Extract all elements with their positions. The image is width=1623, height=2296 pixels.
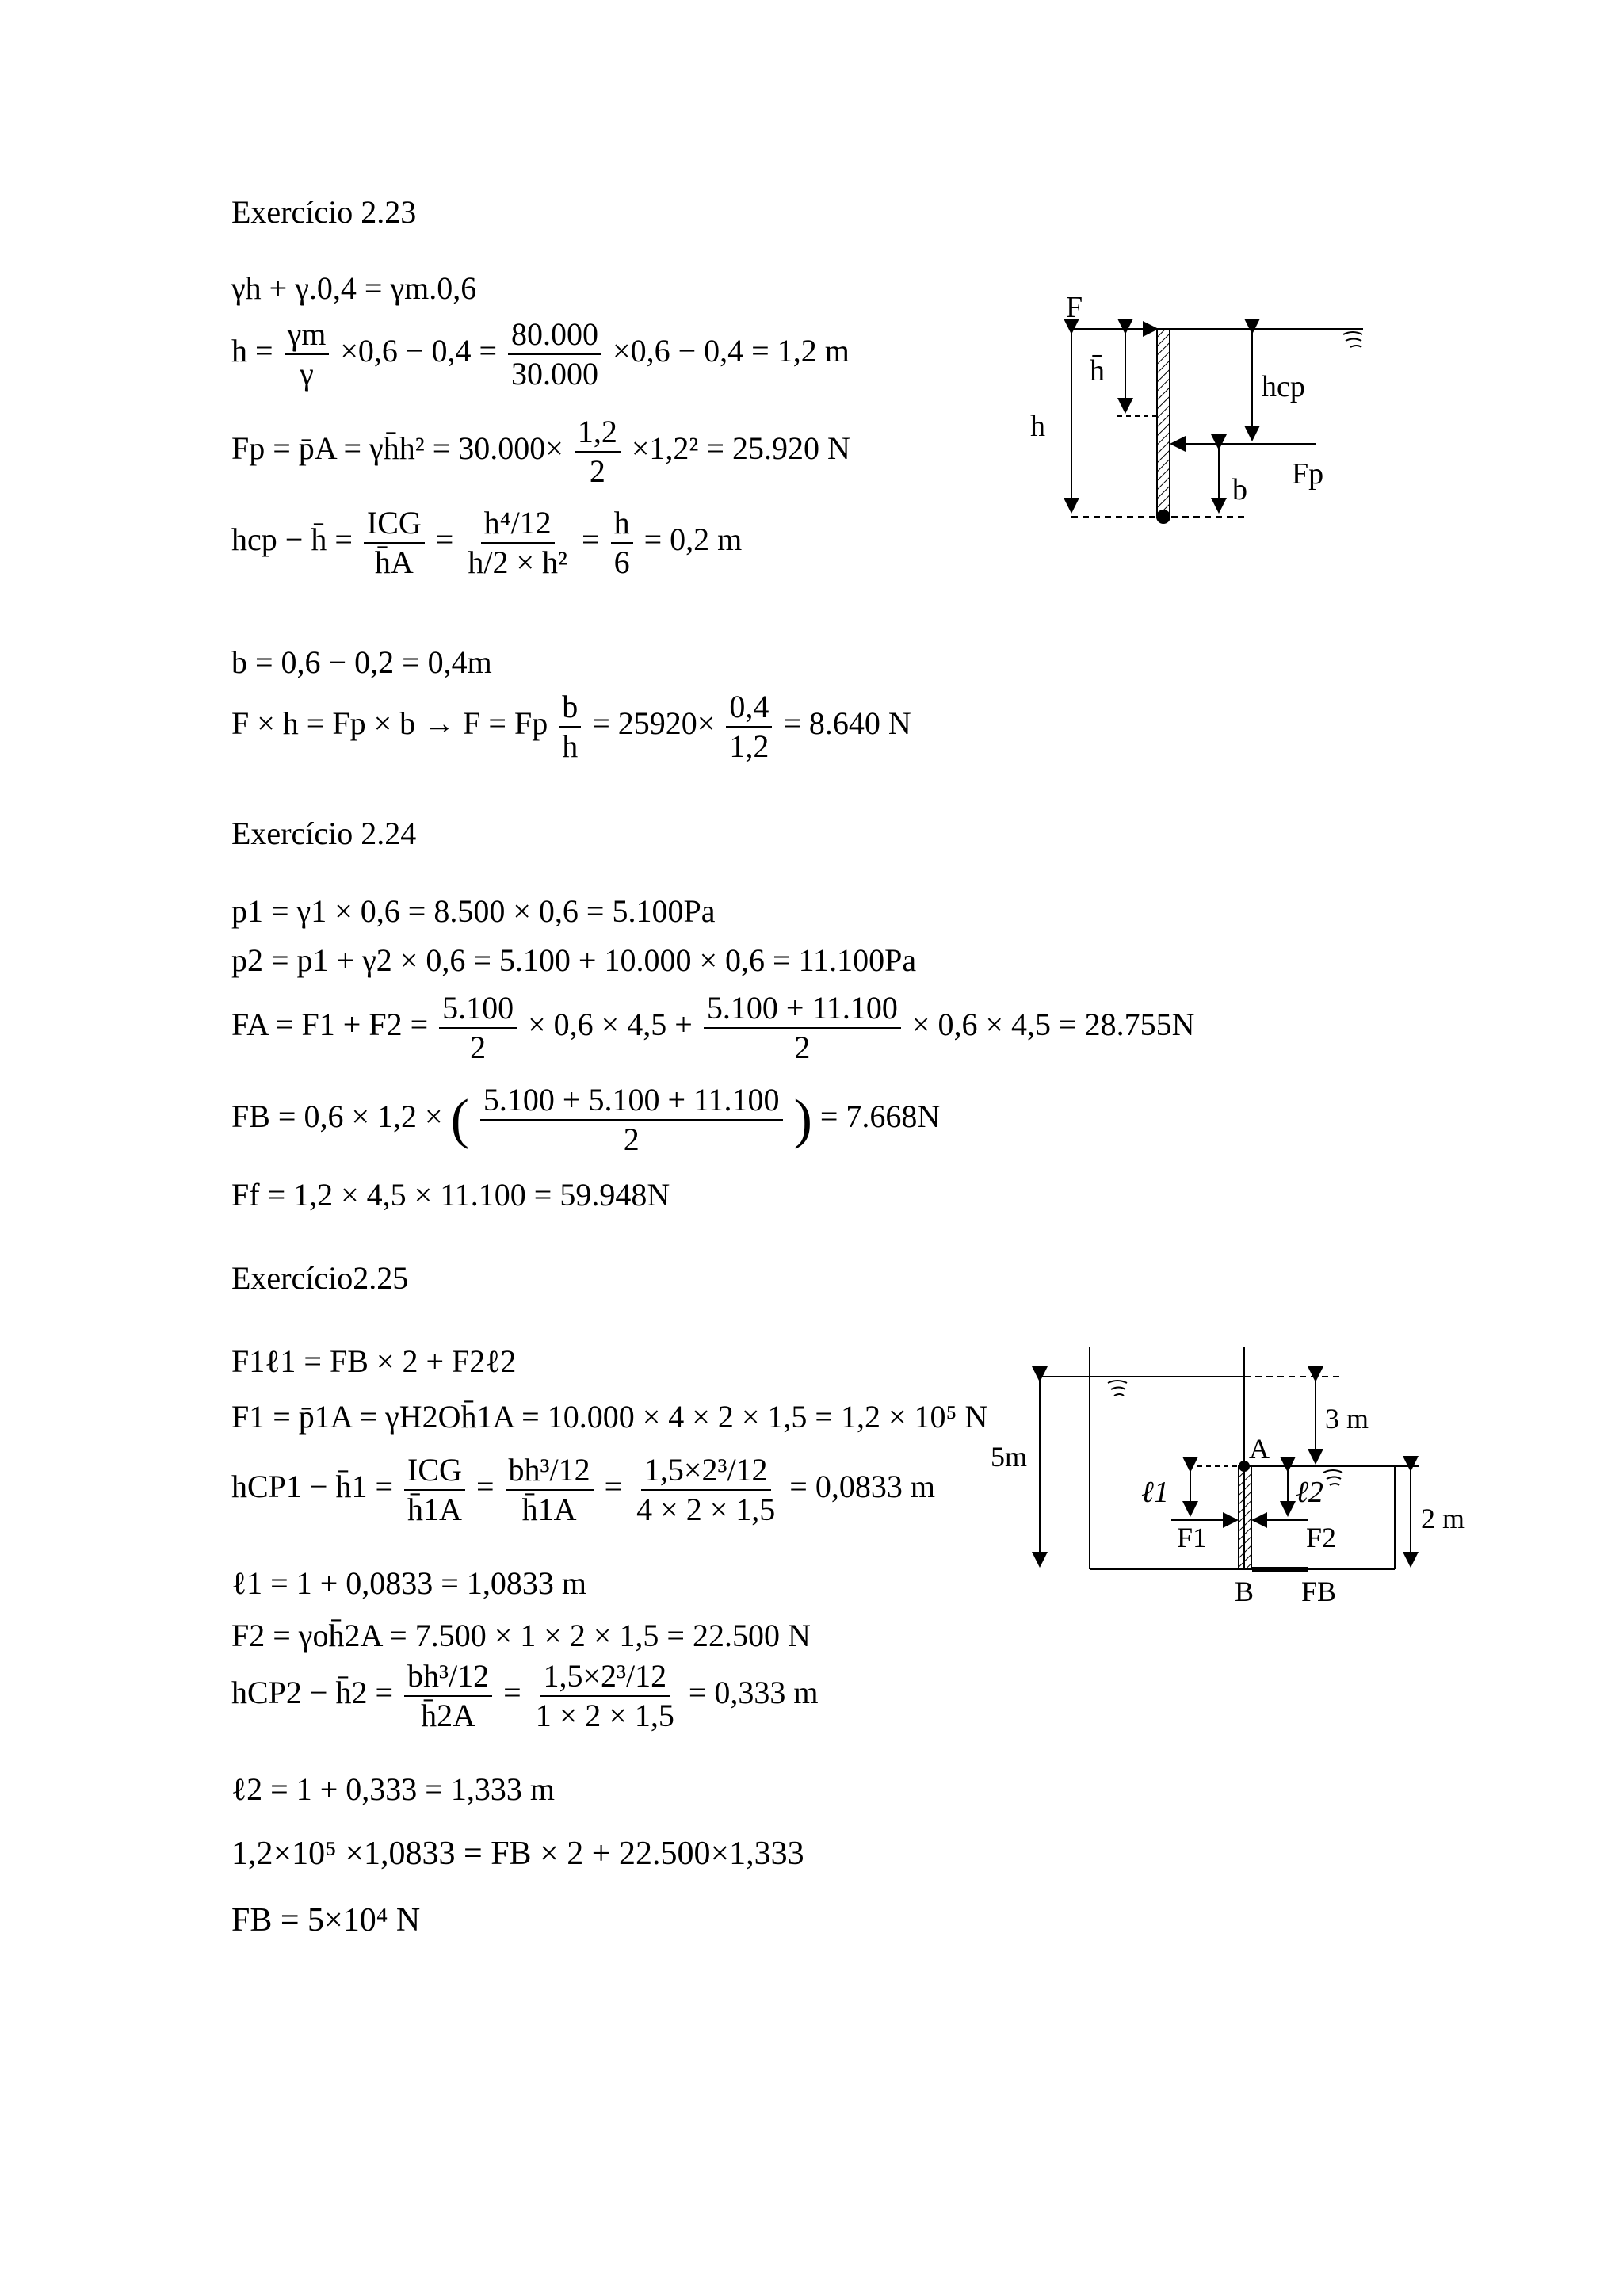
fa-result: × 0,6 × 4,5 = 28.755N bbox=[911, 1007, 1195, 1043]
f-mid: = 25920× bbox=[592, 705, 716, 742]
label-2m: 2 m bbox=[1421, 1503, 1465, 1534]
fp-num: 1,2 bbox=[575, 416, 621, 453]
fa-left: FA = F1 + F2 = bbox=[231, 1007, 429, 1043]
fa-den-1: 2 bbox=[470, 1030, 487, 1065]
f-den-12: 1,2 bbox=[729, 728, 769, 764]
hcp-num-icg: ICG bbox=[364, 507, 425, 544]
f-left: F × h = Fp × b → F = Fp bbox=[231, 705, 548, 742]
hcp2-num-2: 1,5×2³/12 bbox=[540, 1660, 670, 1697]
ex23-equation-f bbox=[231, 691, 911, 762]
label-hcp: hcp bbox=[1262, 370, 1305, 403]
label-B: B bbox=[1235, 1576, 1254, 1607]
ex25-equation-balance: 1,2×10⁵ ×1,0833 = FB × 2 + 22.500×1,333 bbox=[231, 1836, 804, 1872]
label-F: F bbox=[1066, 293, 1083, 324]
f-result: = 8.640 N bbox=[783, 705, 911, 742]
ex24-equation-fb: FB = 0,6 × 1,2 × ( $\frac{5.100 + 5.100 + 11.100}{2}$ ) = 7.668N bbox=[231, 1082, 941, 1157]
h-num-value: 80.000 bbox=[508, 319, 601, 355]
hcp-den-6: 6 bbox=[613, 544, 630, 580]
hcp1-left: hCP1 − h̄1 = bbox=[231, 1469, 394, 1505]
ex25-result: FB = 5×10⁴ N bbox=[231, 1902, 421, 1939]
water-symbol-icon bbox=[1343, 332, 1362, 347]
h-den-gamma: γ bbox=[300, 356, 314, 392]
hcp2-num-1: bh³/12 bbox=[404, 1660, 492, 1697]
ex24-equation-p1: p1 = γ1 × 0,6 = 8.500 × 0,6 = 5.100Pa bbox=[231, 893, 716, 929]
fa-num-2: 5.100 + 11.100 bbox=[704, 992, 901, 1029]
f-den-h: h bbox=[562, 728, 579, 764]
ex23-equation-hcp: hcp − h̄ = $\frac{\text{ICG}}{h̄A}$ = $\frac{\text{h⁴/12}}{\text{h/2 × h²}}$ = $\frac{h}{6}$ = 0,2 m bbox=[231, 505, 743, 580]
label-F1: F1 bbox=[1177, 1522, 1208, 1553]
label-FB: FB bbox=[1301, 1576, 1337, 1607]
ex25-equation-l1: ℓ1 = 1 + 0,0833 = 1,0833 m bbox=[231, 1565, 586, 1601]
figure-2-25 bbox=[991, 1339, 1466, 1625]
fa-num-1: 5.100 bbox=[439, 992, 517, 1029]
hcp2-left: hCP2 − h̄2 = bbox=[231, 1675, 394, 1711]
label-F2: F2 bbox=[1306, 1522, 1337, 1553]
hcp2-den-2: 1 × 2 × 1,5 bbox=[535, 1698, 674, 1733]
water-symbol-left-icon bbox=[1108, 1381, 1127, 1396]
hcp-num-h: h bbox=[611, 507, 633, 544]
ex25-equation-hcp1: hCP1 − h̄1 = $\frac{\text{ICG}}{h̄1A}$ = $\frac{\text{bh³/12}}{h̄1A}$ = $\frac{\text{1,5×2³/12}}{4 \times 2 \times 1,5}$ = 0,0833 m bbox=[231, 1452, 935, 1527]
ex24-equation-ff: Ff = 1,2 × 4,5 × 11.100 = 59.948N bbox=[231, 1177, 670, 1213]
ex25-equation-f2: F2 = γoh̄2A = 7.500 × 1 × 2 × 1,5 = 22.500 N bbox=[231, 1618, 811, 1653]
f-num-b: b bbox=[559, 691, 581, 728]
h-num-gamma-m: γm bbox=[285, 319, 330, 355]
label-b: b bbox=[1232, 473, 1247, 506]
label-Fp: Fp bbox=[1292, 457, 1324, 491]
ex24-equation-fa bbox=[231, 992, 1194, 1064]
fa-den-2: 2 bbox=[794, 1030, 811, 1065]
ex25-equation-l2: ℓ2 = 1 + 0,333 = 1,333 m bbox=[231, 1771, 555, 1807]
fp-result: ×1,2² = 25.920 N bbox=[631, 430, 850, 467]
hcp1-num-3: 1,5×2³/12 bbox=[641, 1454, 771, 1491]
hcp2-result: = 0,333 m bbox=[688, 1675, 819, 1711]
ex25-equation-hcp2: hCP2 − h̄2 = $\frac{\text{bh³/12}}{h̄2A}$ = $\frac{\text{1,5×2³/12}}{1 \times 2 \times 1,5}$ = 0,333 m bbox=[231, 1658, 819, 1733]
h-result: ×0,6 − 0,4 = 1,2 m bbox=[613, 333, 850, 369]
hcp-result: = 0,2 m bbox=[643, 521, 743, 558]
hcp-den-h2: h/2 × h² bbox=[468, 544, 567, 580]
label-3m: 3 m bbox=[1325, 1403, 1369, 1435]
hcp1-den-1: h̄1A bbox=[407, 1492, 462, 1527]
ex24-equation-p2: p2 = p1 + γ2 × 0,6 = 5.100 + 10.000 × 0,6 = 11.100Pa bbox=[231, 942, 917, 978]
hcp1-den-2: h̄1A bbox=[521, 1492, 577, 1527]
hcp1-result: = 0,0833 m bbox=[789, 1469, 935, 1505]
label-hbar: h̄ bbox=[1090, 354, 1105, 388]
exercise-2-23-title: Exercício 2.23 bbox=[231, 194, 417, 230]
hcp-num-h4: h⁴/12 bbox=[481, 507, 555, 544]
hcp1-num-2: bh³/12 bbox=[506, 1454, 594, 1491]
exercise-2-24-title: Exercício 2.24 bbox=[231, 816, 417, 851]
figure-2-23 bbox=[1030, 293, 1395, 531]
hcp1-num-1: ICG bbox=[404, 1454, 465, 1491]
ex25-equation-moments: F1ℓ1 = FB × 2 + F2ℓ2 bbox=[231, 1343, 517, 1379]
fb-num: 5.100 + 5.100 + 11.100 bbox=[480, 1084, 783, 1121]
fp-den: 2 bbox=[589, 453, 605, 489]
label-l1: ℓ1 bbox=[1141, 1476, 1169, 1509]
h-den-value: 30.000 bbox=[511, 356, 599, 392]
water-symbol-right-icon bbox=[1323, 1470, 1342, 1485]
hcp-left: hcp − h̄ = bbox=[231, 521, 353, 558]
plate bbox=[1157, 329, 1170, 515]
fa-mid: × 0,6 × 4,5 + bbox=[528, 1007, 693, 1043]
label-5m: 5m bbox=[991, 1441, 1028, 1473]
hcp1-den-3: 4 × 2 × 1,5 bbox=[636, 1492, 776, 1527]
hcp2-den-1: h̄2A bbox=[421, 1698, 476, 1733]
fb-den: 2 bbox=[623, 1121, 640, 1157]
gate bbox=[1239, 1466, 1251, 1569]
ex23-equation-1: γh + γ.0,4 = γm.0,6 bbox=[231, 270, 477, 306]
exercise-2-25-title: Exercício2.25 bbox=[231, 1260, 409, 1296]
ex23-equation-h: h = $\frac{\gamma m}{\gamma}$ ×0,6 − 0,4 = $\frac{80.000}{30.000}$ ×0,6 − 0,4 = 1,2 m bbox=[231, 316, 850, 392]
label-h: h bbox=[1030, 410, 1045, 443]
hinge-a-dot bbox=[1239, 1461, 1250, 1472]
label-A: A bbox=[1249, 1433, 1270, 1465]
h-mid: ×0,6 − 0,4 = bbox=[340, 333, 498, 369]
fp-left: Fp = p̄A = γh̄h² = 30.000× bbox=[231, 430, 563, 467]
f-num-04: 0,4 bbox=[726, 691, 772, 728]
ex23-equation-b: b = 0,6 − 0,2 = 0,4m bbox=[231, 644, 492, 680]
label-l2: ℓ2 bbox=[1296, 1476, 1323, 1509]
ex23-equation-fp bbox=[231, 416, 850, 487]
hcp-den-ha: h̄A bbox=[374, 544, 414, 580]
ex25-equation-f1: F1 = p̄1A = γH2Oh̄1A = 10.000 × 4 × 2 × 1,5 = 1,2 × 10⁵ N bbox=[231, 1399, 988, 1435]
fb-left: FB = 0,6 × 1,2 × bbox=[231, 1098, 443, 1135]
fb-result: = 7.668N bbox=[819, 1098, 941, 1135]
